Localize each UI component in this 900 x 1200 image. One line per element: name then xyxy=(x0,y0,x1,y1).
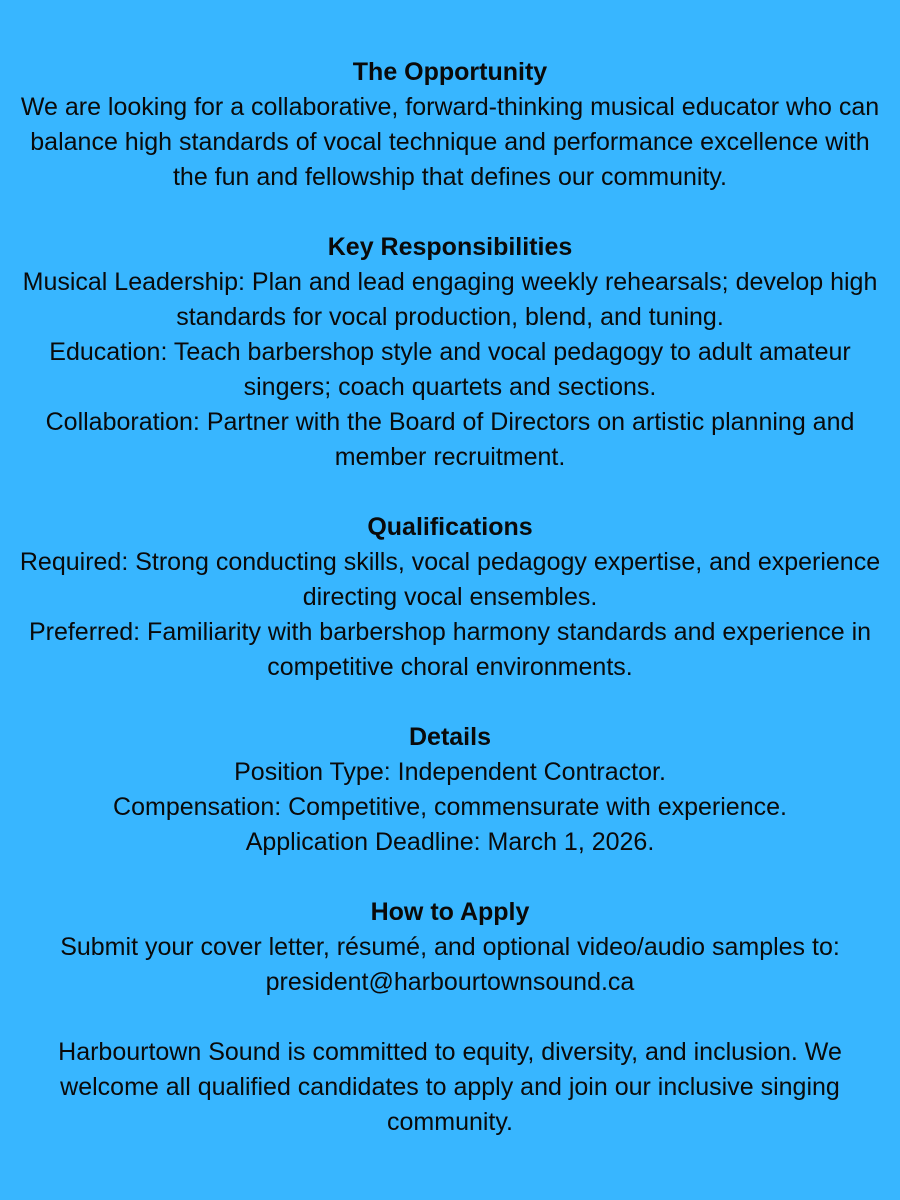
paragraph: Education: Teach barbershop style and vocal pedagogy to adult amateur singers; coach quartets and sections. xyxy=(49,338,851,401)
paragraph: Application Deadline: March 1, 2026. xyxy=(245,828,655,856)
paragraph: We are looking for a collaborative, forward-thinking musical educator who can balance high standards of vocal technique and performance excellence with the fun and fellowship that defines our community. xyxy=(20,93,880,191)
section-heading: Details xyxy=(409,723,491,751)
paragraph: Compensation: Competitive, commensurate with experience. xyxy=(113,793,787,821)
section-how-to-apply xyxy=(15,895,885,1000)
paragraph: Musical Leadership: Plan and lead engaging weekly rehearsals; develop high standards for vocal production, blend, and tuning. xyxy=(22,268,878,331)
paragraph: Harbourtown Sound is committed to equity, diversity, and inclusion. We welcome all qualified candidates to apply and join our inclusive singing community. xyxy=(58,1038,842,1136)
section-heading: Qualifications xyxy=(367,513,533,541)
paragraph: Collaboration: Partner with the Board of Directors on artistic planning and member recruitment. xyxy=(45,408,855,471)
paragraph: Required: Strong conducting skills, vocal pedagogy expertise, and experience directing vocal ensembles. xyxy=(19,548,881,611)
section-heading: How to Apply xyxy=(370,898,530,926)
section-key-responsibilities xyxy=(15,230,885,475)
section-opportunity xyxy=(15,55,885,195)
section-eeo-statement xyxy=(15,1035,885,1140)
paragraph: Position Type: Independent Contractor. xyxy=(234,758,666,786)
paragraph: Submit your cover letter, résumé, and optional video/audio samples to: xyxy=(60,933,840,961)
section-heading: The Opportunity xyxy=(352,58,548,86)
section-qualifications xyxy=(15,510,885,685)
paragraph: president@harbourtownsound.ca xyxy=(265,968,635,996)
section-heading: Key Responsibilities xyxy=(327,233,573,261)
section-details xyxy=(15,720,885,860)
document-body xyxy=(15,55,885,1140)
paragraph: Preferred: Familiarity with barbershop harmony standards and experience in competitive choral environments. xyxy=(28,618,872,681)
